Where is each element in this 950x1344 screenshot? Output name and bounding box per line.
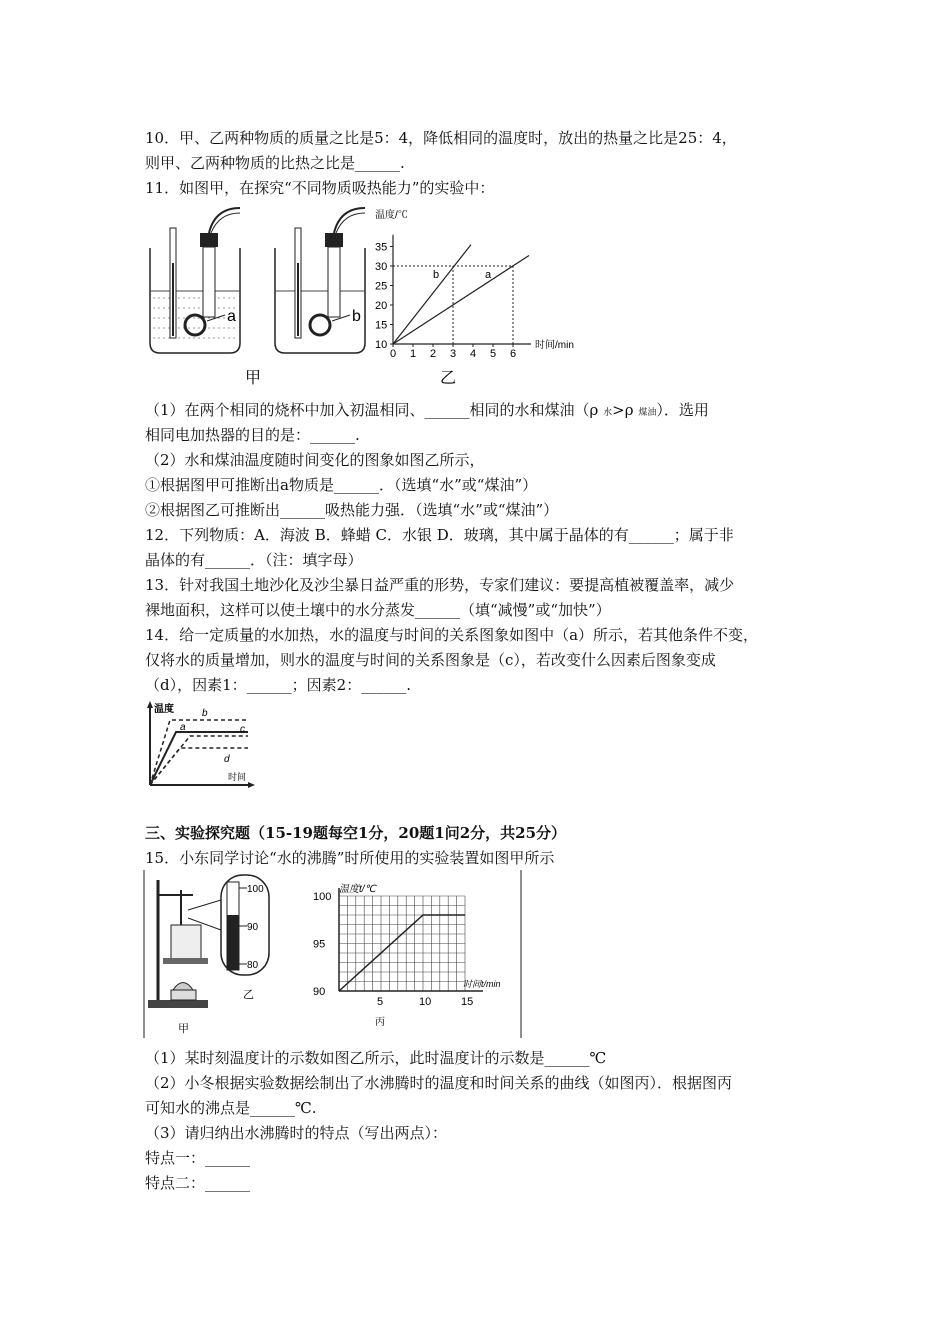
- chart11-ytick-label: 15: [375, 319, 388, 332]
- chart15-ylabel: 温度t/℃: [339, 884, 376, 895]
- q15-2-line2: 可知水的沸点是______℃.: [145, 1099, 317, 1117]
- chart15-ytick-label: 90: [313, 986, 326, 998]
- chart11-xtick-label: 3: [450, 348, 457, 360]
- svg-text:100: 100: [247, 884, 264, 895]
- q15-3: （3）请归纳出水沸腾时的特点（写出两点）：: [145, 1124, 448, 1142]
- apparatus-jia: [148, 880, 208, 1035]
- q11-2a: ①根据图甲可推断出a物质是______．（选填“水”或“煤油”）: [145, 476, 538, 494]
- label-jia: 甲: [245, 370, 262, 387]
- chart-15: [313, 883, 501, 1028]
- fig14-xlabel: 时间: [228, 772, 247, 782]
- svg-text:d: d: [224, 754, 230, 765]
- chart15-xtick-label: 15: [461, 996, 474, 1008]
- chart11-label-a: a: [485, 268, 492, 281]
- q14-line3: （d），因素1：______；因素2：______.: [145, 676, 411, 694]
- chart11-xtick-label: 0: [390, 348, 397, 360]
- figure-11: [145, 203, 595, 393]
- label-yi: 乙: [440, 370, 457, 387]
- chart15-xtick-label: 5: [377, 996, 384, 1008]
- chart11-xtick-label: 1: [410, 348, 417, 360]
- section-3-heading: 三、实验探究题（15-19题每空1分，20题1问2分，共25分）: [145, 824, 567, 842]
- chart11-xlabel: 时间/min: [535, 340, 574, 351]
- chart11-ytick-label: 30: [375, 261, 388, 273]
- q13-line1: 13．针对我国土地沙化及沙尘暴日益严重的形势，专家们建议：要提高植被覆盖率，减少: [145, 576, 735, 594]
- fig14-ylabel: 温度: [154, 704, 174, 715]
- chart11-xtick-label: 2: [430, 348, 437, 360]
- q10-line1: 10．甲、乙两种物质的质量之比是5：4，降低相同的温度时，放出的热量之比是25：4，: [145, 129, 737, 147]
- q15-1: （1）某时刻温度计的示数如图乙所示，此时温度计的示数是______℃: [145, 1049, 607, 1067]
- chart11-ytick-label: 35: [375, 241, 388, 254]
- chart11-ytick-label: 20: [375, 300, 388, 312]
- svg-text:80: 80: [247, 960, 259, 971]
- q15-title: 15．小东同学讨论“水的沸腾”时所使用的实验装置如图甲所示: [145, 849, 555, 867]
- q11-1-line2: 相同电加热器的目的是：______.: [145, 426, 360, 444]
- beaker-jia: [150, 208, 240, 353]
- chart11-line-a: [393, 255, 529, 344]
- q13-line2: 裸地面积，这样可以使土壤中的水分蒸发______（填“减慢”或“加快”）: [145, 601, 611, 619]
- chart11-xtick-label: 5: [490, 348, 497, 360]
- q10-line2: 则甲、乙两种物质的比热之比是______.: [145, 154, 405, 172]
- chart11-label-b: b: [433, 268, 440, 281]
- chart15-xlabel: 时间t/min: [463, 979, 501, 989]
- q11-1-line1: （1）在两个相同的烧杯中加入初温相同、______相同的水和煤油（ρ 水>ρ 煤油）．选用: [145, 401, 709, 419]
- svg-text:乙: 乙: [243, 989, 254, 1001]
- chart11-xtick-label: 6: [510, 348, 517, 360]
- q11-2b: ②根据图乙可推断出______吸热能力强．（选填“水”或“煤油”）: [145, 501, 559, 519]
- chart15-ytick-label: 100: [313, 891, 332, 903]
- figure-14: [140, 700, 260, 792]
- svg-text:a: a: [180, 722, 186, 733]
- beaker-yi: [275, 208, 365, 353]
- chart15-ytick-label: 95: [313, 938, 326, 951]
- q12-line2: 晶体的有______．（注：填字母）: [145, 551, 363, 569]
- chart11-ytick-label: 10: [375, 339, 388, 351]
- chart11-xtick-label: 4: [470, 348, 477, 360]
- q11-title: 11．如图甲，在探究“不同物质吸热能力”的实验中：: [145, 179, 495, 197]
- svg-text:a: a: [227, 308, 236, 325]
- chart11-line-b: [393, 245, 471, 344]
- q12-line1: 12．下列物质：A．海波 B．蜂蜡 C．水银 D．玻璃，其中属于晶体的有______；属于非: [145, 526, 734, 544]
- q15-3b: 特点二：______: [145, 1174, 251, 1192]
- chart15-xtick-label: 10: [419, 996, 432, 1008]
- svg-text:b: b: [202, 708, 208, 719]
- q15-3a: 特点一：______: [145, 1149, 251, 1167]
- q14-line2: 仅将水的质量增加，则水的温度与时间的关系图象是（c），若改变什么因素后图象变成: [145, 651, 716, 669]
- svg-text:丙: 丙: [375, 1017, 385, 1028]
- svg-text:90: 90: [247, 922, 259, 933]
- chart11-ytick-label: 25: [375, 280, 388, 293]
- svg-text:甲: 甲: [178, 1023, 189, 1035]
- q15-2-line1: （2）小冬根据实验数据绘制出了水沸腾时的温度和时间关系的曲线（如图丙）．根据图丙: [145, 1074, 733, 1092]
- svg-text:b: b: [352, 308, 361, 325]
- chart-11: [375, 208, 574, 360]
- figure-15: [143, 870, 523, 1038]
- chart11-ylabel: 温度/℃: [375, 210, 408, 221]
- svg-text:c: c: [240, 724, 245, 735]
- q11-2: （2）水和煤油温度随时间变化的图象如图乙所示，: [145, 451, 485, 469]
- q14-line1: 14．给一定质量的水加热，水的温度与时间的关系图象如图中（a）所示，若其他条件不变，: [145, 626, 759, 644]
